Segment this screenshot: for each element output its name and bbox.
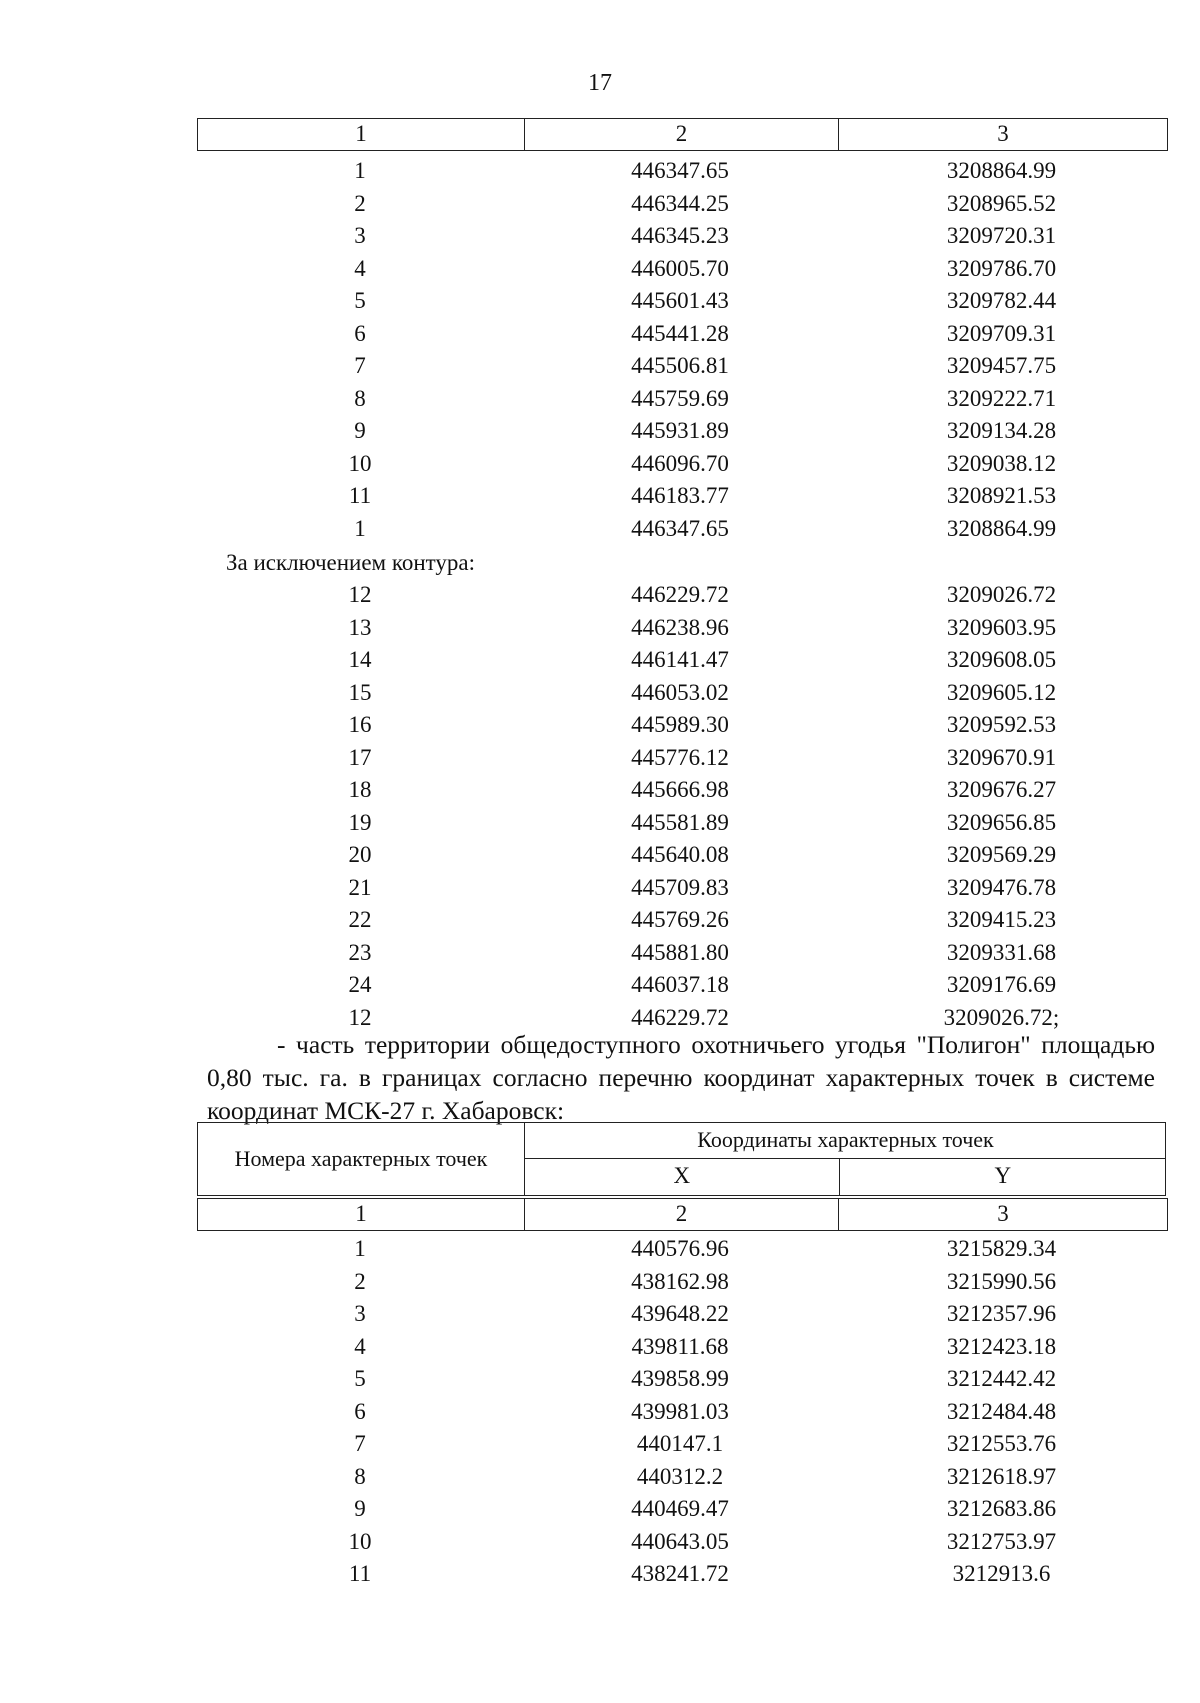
y-coordinate: 3212357.96	[946, 1301, 1057, 1326]
x-coordinate: 445666.98	[631, 777, 729, 802]
table-row	[197, 1331, 1168, 1364]
table-row	[197, 513, 1168, 546]
y-coordinate: 3212553.76	[946, 1431, 1057, 1456]
table1-header-row	[197, 118, 1168, 151]
point-number: 4	[354, 1333, 366, 1359]
table-row	[197, 839, 1168, 872]
point-number: 20	[348, 842, 372, 867]
point-number: 8	[354, 1463, 366, 1489]
x-coordinate: 446347.65	[631, 158, 729, 183]
point-number: 6	[354, 1398, 366, 1424]
y-coordinate: 3209786.70	[946, 255, 1057, 281]
point-number: 1	[354, 158, 366, 183]
point-number: 8	[354, 385, 366, 411]
x-coordinate: 445776.12	[631, 744, 729, 770]
table-row	[197, 1266, 1168, 1299]
y-coordinate: 3209709.31	[946, 320, 1057, 346]
x-coordinate: 446005.70	[631, 255, 729, 281]
table-row	[197, 480, 1168, 513]
y-coordinate: 3209592.53	[946, 712, 1057, 737]
point-number: 19	[348, 809, 372, 835]
table-row	[197, 969, 1168, 1002]
table-row	[197, 448, 1168, 481]
table-row	[197, 612, 1168, 645]
x-coordinate: 446229.72	[631, 1004, 729, 1030]
point-number: 10	[348, 450, 372, 476]
page-number: 17	[588, 70, 612, 96]
point-number: 11	[348, 1561, 372, 1586]
table-row	[197, 155, 1168, 188]
x-coordinate: 446344.25	[631, 190, 729, 216]
table2-coords-label: Координаты характерных точек	[525, 1123, 1166, 1159]
table-row	[197, 807, 1168, 840]
x-coordinate: 438241.72	[631, 1561, 729, 1586]
point-number: 4	[354, 255, 366, 281]
x-coordinate: 446229.72	[631, 582, 729, 607]
x-coordinate: 445601.43	[631, 288, 729, 313]
point-number: 16	[348, 712, 372, 737]
x-coordinate: 446096.70	[631, 450, 729, 476]
y-coordinate: 3208864.99	[946, 515, 1057, 541]
point-number: 21	[348, 874, 372, 900]
y-coordinate: 3215990.56	[946, 1268, 1057, 1294]
x-coordinate: 445441.28	[631, 320, 729, 346]
point-number: 6	[354, 320, 366, 346]
point-number: 18	[348, 777, 372, 802]
point-number: 3	[354, 1301, 366, 1326]
table-row	[197, 383, 1168, 416]
y-coordinate: 3209676.27	[946, 777, 1057, 802]
point-number: 2	[354, 1268, 366, 1294]
x-coordinate: 446347.65	[631, 515, 729, 541]
table-row	[197, 742, 1168, 775]
point-number: 13	[348, 614, 372, 640]
table2-header-col2: 2	[524, 1199, 838, 1230]
x-coordinate: 440643.05	[631, 1528, 729, 1554]
table-row	[197, 285, 1168, 318]
table-row	[197, 644, 1168, 677]
y-coordinate: 3212423.18	[946, 1333, 1057, 1359]
table1-header-col2: 2	[524, 119, 838, 150]
x-coordinate: 438162.98	[631, 1268, 729, 1294]
table1-body	[197, 155, 1168, 545]
point-number: 24	[348, 972, 372, 997]
x-coordinate: 445759.69	[631, 385, 729, 411]
x-coordinate: 439981.03	[631, 1398, 729, 1424]
x-coordinate: 446053.02	[631, 679, 729, 705]
x-coordinate: 445769.26	[631, 907, 729, 932]
y-coordinate: 3209038.12	[946, 450, 1057, 476]
table-row	[197, 1428, 1168, 1461]
table2-x-header: X	[673, 1163, 691, 1188]
point-number: 5	[354, 288, 366, 313]
table-row	[197, 774, 1168, 807]
table1-header-col1: 1	[355, 121, 367, 146]
point-number: 17	[348, 744, 372, 770]
y-coordinate: 3209720.31	[946, 223, 1057, 248]
table1-header-col3: 3	[838, 119, 1167, 150]
x-coordinate: 446183.77	[631, 483, 729, 508]
y-coordinate: 3212442.42	[946, 1366, 1057, 1391]
table-row	[197, 1298, 1168, 1331]
y-coordinate: 3209026.72	[946, 582, 1057, 607]
y-coordinate: 3209603.95	[946, 614, 1057, 640]
table2-header-col3: 3	[838, 1199, 1167, 1230]
table1-exclusion-body	[197, 579, 1168, 1034]
point-number: 10	[348, 1528, 372, 1554]
table-row	[197, 677, 1168, 710]
table-row	[197, 872, 1168, 905]
y-coordinate: 3209176.69	[946, 972, 1057, 997]
y-coordinate: 3208965.52	[946, 190, 1057, 216]
table-row	[197, 1558, 1168, 1591]
y-coordinate: 3212683.86	[946, 1496, 1057, 1521]
x-coordinate: 445931.89	[631, 418, 729, 443]
x-coordinate: 440147.1	[636, 1431, 724, 1456]
table2-header-row	[197, 1198, 1168, 1231]
x-coordinate: 446238.96	[631, 614, 729, 640]
y-coordinate: 3215829.34	[946, 1236, 1057, 1261]
table2-header-col1: 1	[355, 1201, 367, 1226]
x-coordinate: 439858.99	[631, 1366, 729, 1391]
point-number: 1	[354, 515, 366, 541]
table-row	[197, 579, 1168, 612]
point-number: 7	[354, 353, 366, 378]
x-coordinate: 446037.18	[631, 972, 729, 997]
point-number: 11	[348, 483, 372, 508]
body-paragraph	[207, 1028, 1155, 1127]
table-row	[197, 1526, 1168, 1559]
x-coordinate: 446345.23	[631, 223, 729, 248]
table-row	[197, 709, 1168, 742]
table-row	[197, 1461, 1168, 1494]
point-number: 3	[354, 223, 366, 248]
y-coordinate: 3209026.72;	[943, 1004, 1060, 1030]
table-row	[197, 1396, 1168, 1429]
point-number: 9	[354, 418, 366, 443]
x-coordinate: 446141.47	[631, 647, 729, 672]
point-number: 1	[354, 1236, 366, 1261]
point-number: 5	[354, 1366, 366, 1391]
point-number: 2	[354, 190, 366, 216]
y-coordinate: 3209656.85	[946, 809, 1057, 835]
y-coordinate: 3212484.48	[946, 1398, 1057, 1424]
y-coordinate: 3212753.97	[946, 1528, 1057, 1554]
x-coordinate: 440469.47	[631, 1496, 729, 1521]
table-row	[197, 937, 1168, 970]
y-coordinate: 3209569.29	[946, 842, 1057, 867]
y-coordinate: 3212618.97	[946, 1463, 1057, 1489]
table2-y-header: Y	[839, 1159, 1166, 1195]
y-coordinate: 3212913.6	[952, 1561, 1051, 1586]
exclusion-label: За исключением контура:	[226, 550, 476, 575]
x-coordinate: 440312.2	[636, 1463, 724, 1489]
table-row	[197, 188, 1168, 221]
point-number: 23	[348, 939, 372, 965]
y-coordinate: 3208864.99	[946, 158, 1057, 183]
y-coordinate: 3209670.91	[946, 744, 1057, 770]
point-number: 9	[354, 1496, 366, 1521]
y-coordinate: 3209415.23	[946, 907, 1057, 932]
table-row	[197, 350, 1168, 383]
y-coordinate: 3209608.05	[946, 647, 1057, 672]
x-coordinate: 439811.68	[631, 1333, 729, 1359]
point-number: 12	[348, 1004, 372, 1030]
x-coordinate: 445506.81	[631, 353, 729, 378]
y-coordinate: 3209605.12	[946, 679, 1057, 705]
table-row	[197, 1233, 1168, 1266]
table-row	[197, 1493, 1168, 1526]
x-coordinate: 440576.96	[631, 1236, 729, 1261]
point-number: 12	[348, 582, 372, 607]
table2-header	[197, 1122, 1166, 1196]
table-row	[197, 220, 1168, 253]
y-coordinate: 3209457.75	[946, 353, 1057, 378]
table2-points-header: Номера характерных точек	[234, 1146, 488, 1171]
point-number: 14	[348, 647, 372, 672]
y-coordinate: 3209476.78	[946, 874, 1057, 900]
table-row	[197, 904, 1168, 937]
x-coordinate: 445989.30	[631, 712, 729, 737]
table2-coords-header	[524, 1123, 1166, 1195]
table-row	[197, 415, 1168, 448]
x-coordinate: 445640.08	[631, 842, 729, 867]
x-coordinate: 445709.83	[631, 874, 729, 900]
table-row	[197, 253, 1168, 286]
point-number: 15	[348, 679, 372, 705]
y-coordinate: 3209331.68	[946, 939, 1057, 965]
x-coordinate: 439648.22	[631, 1301, 729, 1326]
point-number: 7	[354, 1431, 366, 1456]
table2-body	[197, 1233, 1168, 1591]
y-coordinate: 3209222.71	[946, 385, 1057, 411]
x-coordinate: 445881.80	[631, 939, 729, 965]
y-coordinate: 3208921.53	[946, 483, 1057, 508]
body-paragraph-text: - часть территории общедоступного охотничьего угодья "Полигон" площадью 0,80 тыс. га. в границах согласно перечню координат характерных точек в системе координат МСК-27 г. Хабаровск:	[207, 1030, 1155, 1125]
table-row	[197, 318, 1168, 351]
x-coordinate: 445581.89	[631, 809, 729, 835]
point-number: 22	[348, 907, 372, 932]
y-coordinate: 3209782.44	[946, 288, 1057, 313]
table-row	[197, 1363, 1168, 1396]
y-coordinate: 3209134.28	[946, 418, 1057, 443]
